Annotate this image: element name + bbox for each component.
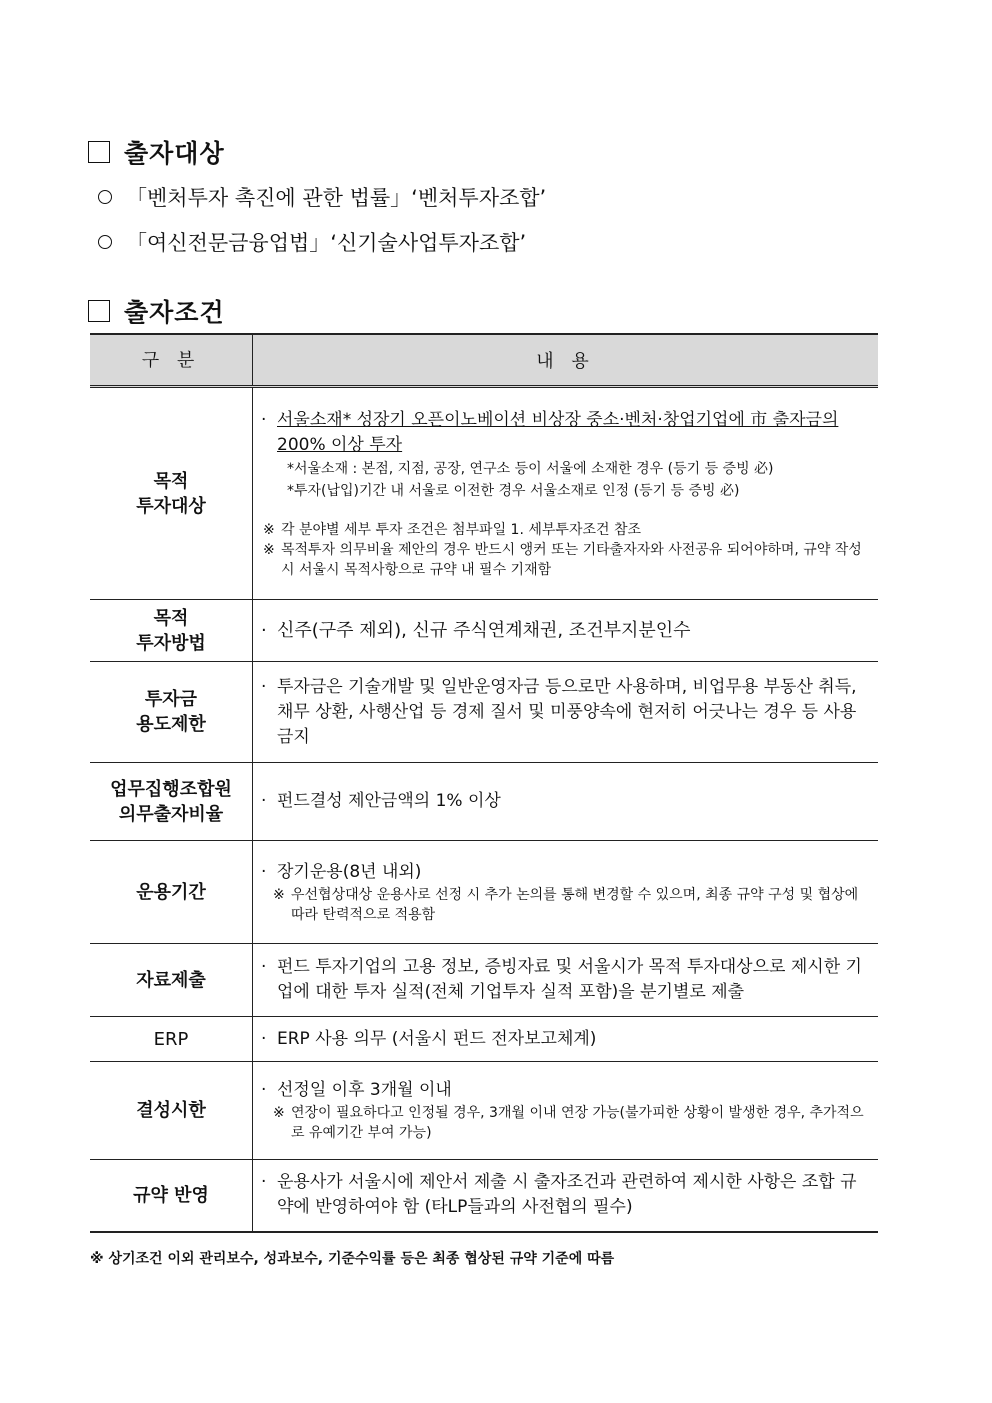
bullet-dot: · — [261, 861, 267, 882]
section-heading-investment-target — [88, 134, 225, 170]
header-category: 구 분 — [90, 334, 253, 387]
sub-note: *서울소재 : 본점, 지점, 공장, 연구소 등이 서울에 소재한 경우 (등기 등 증빙 必) — [287, 460, 774, 477]
checkbox-square-icon — [88, 300, 110, 322]
table-row — [90, 387, 878, 600]
table-row — [90, 1017, 878, 1062]
row-text: 펀드 투자기업의 고용 정보, 증빙자료 및 서울시가 목적 투자대상으로 제시한 기업에 대한 투자 실적(전체 기업투자 실적 포함)을 분기별로 제출 — [277, 957, 862, 1002]
list-item-text: 「여신전문금융업법」‘신기술사업투자조합’ — [126, 231, 527, 255]
reference-note — [261, 1103, 872, 1143]
row-text: ERP 사용 의무 (서울시 펀드 전자보고체계) — [277, 1028, 597, 1049]
note-text: 각 분야별 세부 투자 조건은 첨부파일 1. 세부투자조건 참조 — [281, 521, 642, 538]
note-mark: ※ — [273, 1105, 285, 1121]
reference-note — [261, 520, 872, 540]
row-label: 업무집행조합원 의무출자비율 — [90, 763, 253, 841]
row-text: 장기운용(8년 내외) — [277, 861, 422, 882]
circle-bullet-icon — [98, 190, 112, 204]
note-mark: ※ — [273, 886, 285, 903]
note-mark: ※ — [263, 521, 275, 538]
bullet-dot: · — [261, 791, 267, 811]
list-item — [98, 227, 526, 257]
sub-note: *투자(납입)기간 내 서울로 이전한 경우 서울소재로 인정 (등기 등 증빙 必) — [287, 482, 740, 499]
row-text: 신주(구주 제외), 신규 주식연계채권, 조건부지분인수 — [277, 620, 691, 641]
note-mark: ※ — [263, 541, 275, 558]
circle-bullet-icon — [98, 235, 112, 249]
row-text: 펀드결성 제안금액의 1% 이상 — [277, 791, 501, 811]
row-label: 결성시한 — [90, 1062, 253, 1160]
table-row — [90, 1160, 878, 1232]
row-content — [253, 841, 879, 944]
bullet-line — [261, 408, 872, 433]
bullet-dot: · — [261, 620, 267, 641]
row-label: 규약 반영 — [90, 1160, 253, 1232]
reference-note — [261, 885, 872, 925]
row-label: 목적 투자대상 — [90, 387, 253, 600]
row-label: 목적 투자방법 — [90, 600, 253, 662]
section-heading-investment-conditions — [88, 293, 225, 329]
row-text: 선정일 이후 3개월 이내 — [277, 1080, 452, 1100]
row-label: ERP — [90, 1017, 253, 1062]
underlined-text: 서울소재* 성장기 오픈이노베이션 비상장 중소·벤처·창업기업에 市 출자금의 — [277, 409, 839, 430]
bullet-dot: · — [261, 676, 267, 697]
row-content — [253, 1062, 879, 1160]
table-row — [90, 1062, 878, 1160]
list-item-text: 「벤처투자 촉진에 관한 법률」‘벤처투자조합’ — [126, 186, 547, 210]
section-title: 출자대상 — [124, 139, 225, 168]
table-row — [90, 763, 878, 841]
reference-note — [261, 540, 872, 580]
table-row — [90, 600, 878, 662]
row-content — [253, 662, 879, 763]
underlined-text: 200% 이상 투자 — [277, 434, 403, 455]
row-content — [253, 387, 879, 600]
table-row — [90, 944, 878, 1017]
row-text: 투자금은 기술개발 및 일반운영자금 등으로만 사용하며, 비업무용 부동산 취득, 채무 상환, 사행산업 등 경제 질서 및 미풍양속에 현저히 어긋나는 경우 등 사용 금지 — [277, 676, 857, 747]
row-content — [253, 600, 879, 662]
table-row — [90, 841, 878, 944]
row-label: 투자금 용도제한 — [90, 662, 253, 763]
note-text: 우선협상대상 운용사로 선정 시 추가 논의를 통해 변경할 수 있으며, 최종 규약 구성 및 협상에 따라 탄력적으로 적용함 — [291, 886, 859, 923]
bullet-dot: · — [261, 1028, 267, 1049]
row-content — [253, 944, 879, 1017]
bullet-dot: · — [261, 1172, 267, 1193]
note-text: 연장이 필요하다고 인정될 경우, 3개월 이내 연장 가능(불가피한 상황이 발생한 경우, 추가적으로 유예기간 부여 가능) — [291, 1105, 864, 1141]
row-content — [253, 1160, 879, 1232]
bullet-dot: · — [261, 1080, 267, 1100]
bullet-dot: · — [261, 957, 267, 977]
row-content — [253, 1017, 879, 1062]
checkbox-square-icon — [88, 141, 110, 163]
row-label: 자료제출 — [90, 944, 253, 1017]
note-text: 목적투자 의무비율 제안의 경우 반드시 앵커 또는 기타출자자와 사전공유 되어야하며, 규약 작성 시 서울시 목적사항으로 규약 내 필수 기재함 — [281, 541, 862, 578]
header-content: 내 용 — [253, 334, 879, 387]
row-content — [253, 763, 879, 841]
row-label: 운용기간 — [90, 841, 253, 944]
bullet-line-cont — [261, 433, 872, 458]
row-text: 운용사가 서울시에 제안서 제출 시 출자조건과 관련하여 제시한 사항은 조합 규약에 반영하여야 함 (타LP들과의 사전협의 필수) — [277, 1172, 857, 1218]
table-row — [90, 662, 878, 763]
conditions-table — [90, 333, 878, 1233]
section-title: 출자조건 — [124, 298, 225, 327]
footnote: ※ 상기조건 이외 관리보수, 성과보수, 기준수익률 등은 최종 협상된 규약 기준에 따름 — [90, 1251, 615, 1267]
table-header-row — [90, 334, 878, 387]
bullet-dot: · — [261, 409, 267, 430]
list-item — [98, 182, 546, 212]
